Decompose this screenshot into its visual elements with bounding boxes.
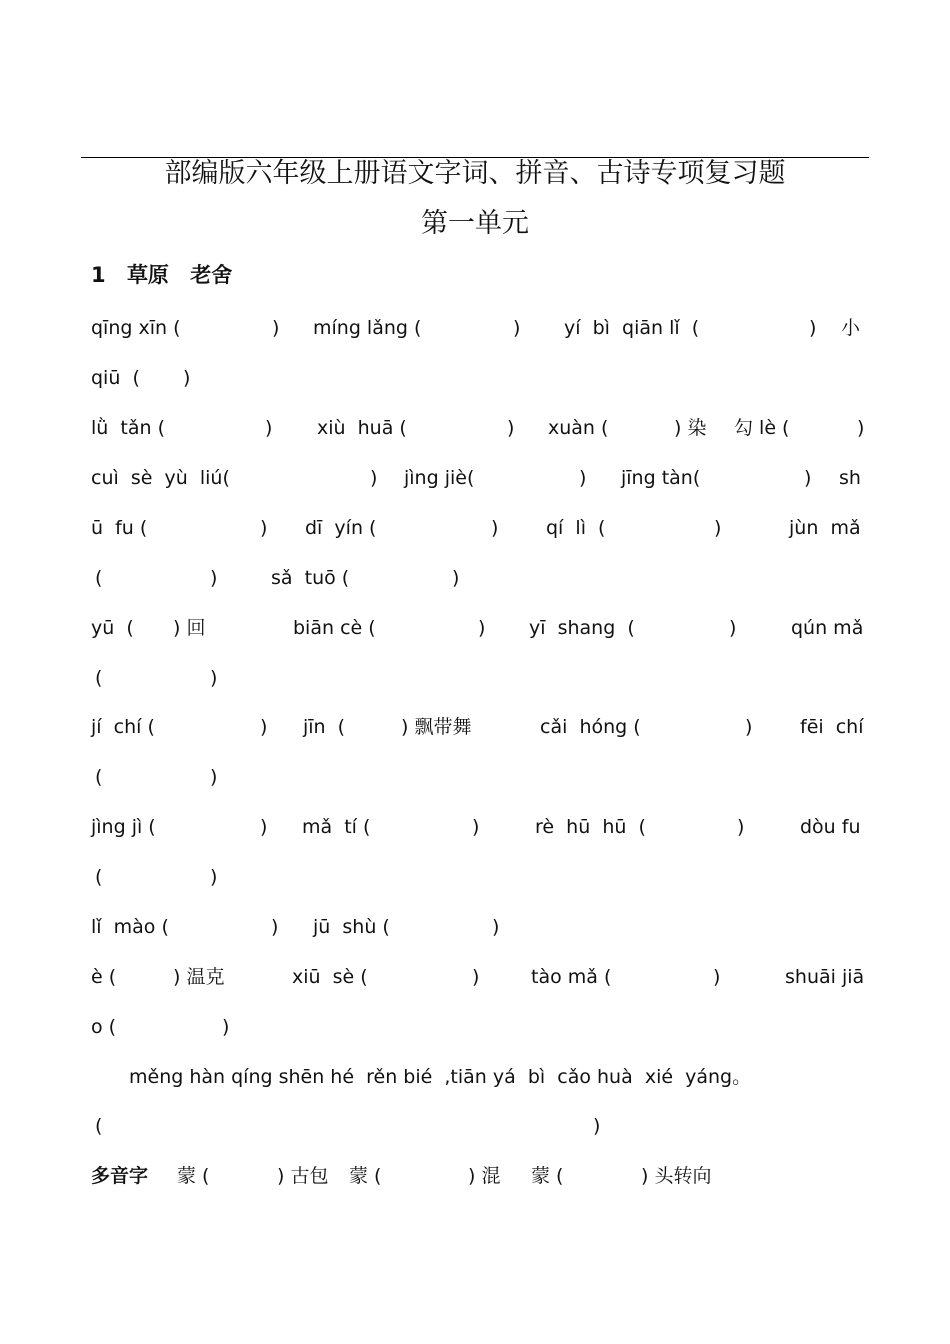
exercise-segment: jū shù ( <box>313 916 390 938</box>
exercise-segment: ) <box>593 1115 601 1137</box>
exercise-segment: xiū sè ( <box>292 966 368 988</box>
exercise-segment: ) <box>737 816 745 838</box>
exercise-segment: 勾 lè ( <box>734 417 790 439</box>
exercise-segment: qīng xīn ( <box>91 317 181 339</box>
exercise-segment: jí chí ( <box>91 716 155 738</box>
exercise-segment: lǜ tǎn ( <box>91 417 165 439</box>
exercise-segment: ) 染 <box>674 417 707 439</box>
exercise-segment: jīng tàn( <box>621 467 701 489</box>
exercise-segment: qiū ( <box>91 367 140 389</box>
exercise-segment: ) <box>265 417 273 439</box>
exercise-segment: ) <box>260 716 268 738</box>
exercise-segment: ( <box>95 866 103 888</box>
exercise-segment: ) <box>507 417 515 439</box>
exercise-segment: ) <box>491 517 499 539</box>
exercise-segment: biān cè ( <box>293 617 376 639</box>
lesson-heading <box>91 260 246 290</box>
exercise-segment: ) <box>472 816 480 838</box>
exercise-segment: 蒙 ( <box>349 1165 382 1187</box>
exercise-segment: jùn mǎ <box>789 517 861 539</box>
exercise-segment: ) <box>210 567 218 589</box>
exercise-segment: ) 温克 <box>173 966 225 988</box>
exercise-segment: yī shang ( <box>529 617 635 639</box>
exercise-segment: ) <box>745 716 753 738</box>
exercise-segment: měng hàn qíng shēn hé rěn bié ,tiān yá bì cǎo huà xié yáng。 <box>129 1066 752 1088</box>
exercise-segment: ) <box>210 866 218 888</box>
exercise-segment: ) <box>210 667 218 689</box>
exercise-segment: ) <box>452 567 460 589</box>
exercise-segment: tào mǎ ( <box>531 966 612 988</box>
exercise-segment: jīn ( <box>303 716 346 738</box>
exercise-segment: qí lì ( <box>546 517 606 539</box>
exercise-segment: ) <box>713 966 721 988</box>
exercise-segment: fēi chí <box>800 716 864 738</box>
exercise-segment: rè hū hū ( <box>535 816 646 838</box>
exercise-segment: jìng jì ( <box>91 816 156 838</box>
exercise-segment: xuàn ( <box>548 417 609 439</box>
exercise-segment: ) 混 <box>468 1165 501 1187</box>
lesson-author: 老舍 <box>190 263 233 287</box>
exercise-segment: ) <box>271 916 279 938</box>
document-title: 部编版六年级上册语文字词、拼音、古诗专项复习题 <box>164 158 786 189</box>
exercise-segment: ) <box>183 367 191 389</box>
exercise-segment: ) <box>478 617 486 639</box>
exercise-segment: ) <box>714 517 722 539</box>
exercise-segment: ( <box>95 567 103 589</box>
exercise-segment: míng lǎng ( <box>313 317 422 339</box>
unit-title: 第一单元 <box>421 208 529 239</box>
exercise-segment: ) 飘带舞 <box>401 716 472 738</box>
exercise-segment: ) <box>272 317 280 339</box>
exercise-segment: sǎ tuō ( <box>271 567 350 589</box>
exercise-segment: cǎi hóng ( <box>540 716 641 738</box>
exercise-segment: dòu fu <box>800 816 861 838</box>
exercise-segment: cuì sè yù liú( <box>91 467 230 489</box>
exercise-segment: ) <box>579 467 587 489</box>
exercise-segment: sh <box>839 467 861 489</box>
exercise-segment: ) <box>472 966 480 988</box>
exercise-segment: qún mǎ <box>791 617 864 639</box>
exercise-segment: shuāi jiā <box>785 966 865 988</box>
exercise-segment: ) <box>857 417 865 439</box>
exercise-segment: ) <box>260 517 268 539</box>
exercise-segment: dī yín ( <box>305 517 377 539</box>
polyphone-label: 多音字 <box>91 1165 149 1187</box>
exercise-segment: ( <box>95 1115 103 1137</box>
exercise-segment: 蒙 ( <box>531 1165 564 1187</box>
exercise-segment: jìng jiè( <box>404 467 475 489</box>
exercise-segment: 蒙 ( <box>177 1165 210 1187</box>
lesson-name: 草原 <box>126 263 169 287</box>
exercise-segment: lǐ mào ( <box>91 916 169 938</box>
exercise-segment: ) <box>729 617 737 639</box>
exercise-segment: ) <box>804 467 812 489</box>
exercise-segment: ( <box>95 667 103 689</box>
exercise-segment: ) 回 <box>173 617 206 639</box>
exercise-segment: yí bì qiān lǐ ( <box>564 317 700 339</box>
exercise-segment: mǎ tí ( <box>302 816 371 838</box>
exercise-segment: ) <box>260 816 268 838</box>
exercise-segment: yū ( <box>91 617 134 639</box>
exercise-segment: ) 头转向 <box>641 1165 712 1187</box>
lesson-number: 1 <box>91 263 106 287</box>
exercise-segment: 小 <box>841 317 861 339</box>
exercise-segment: ) 古包 <box>277 1165 329 1187</box>
exercise-segment: è ( <box>91 966 117 988</box>
exercise-segment: ū fu ( <box>91 517 148 539</box>
exercise-segment: ) <box>492 916 500 938</box>
exercise-segment: ) <box>370 467 378 489</box>
exercise-segment: xiù huā ( <box>317 417 407 439</box>
exercise-segment: ) <box>210 766 218 788</box>
exercise-segment: ( <box>95 766 103 788</box>
exercise-segment: ) <box>513 317 521 339</box>
exercise-segment: ) <box>222 1016 230 1038</box>
exercise-segment: o ( <box>91 1016 117 1038</box>
exercise-segment: ) <box>809 317 817 339</box>
